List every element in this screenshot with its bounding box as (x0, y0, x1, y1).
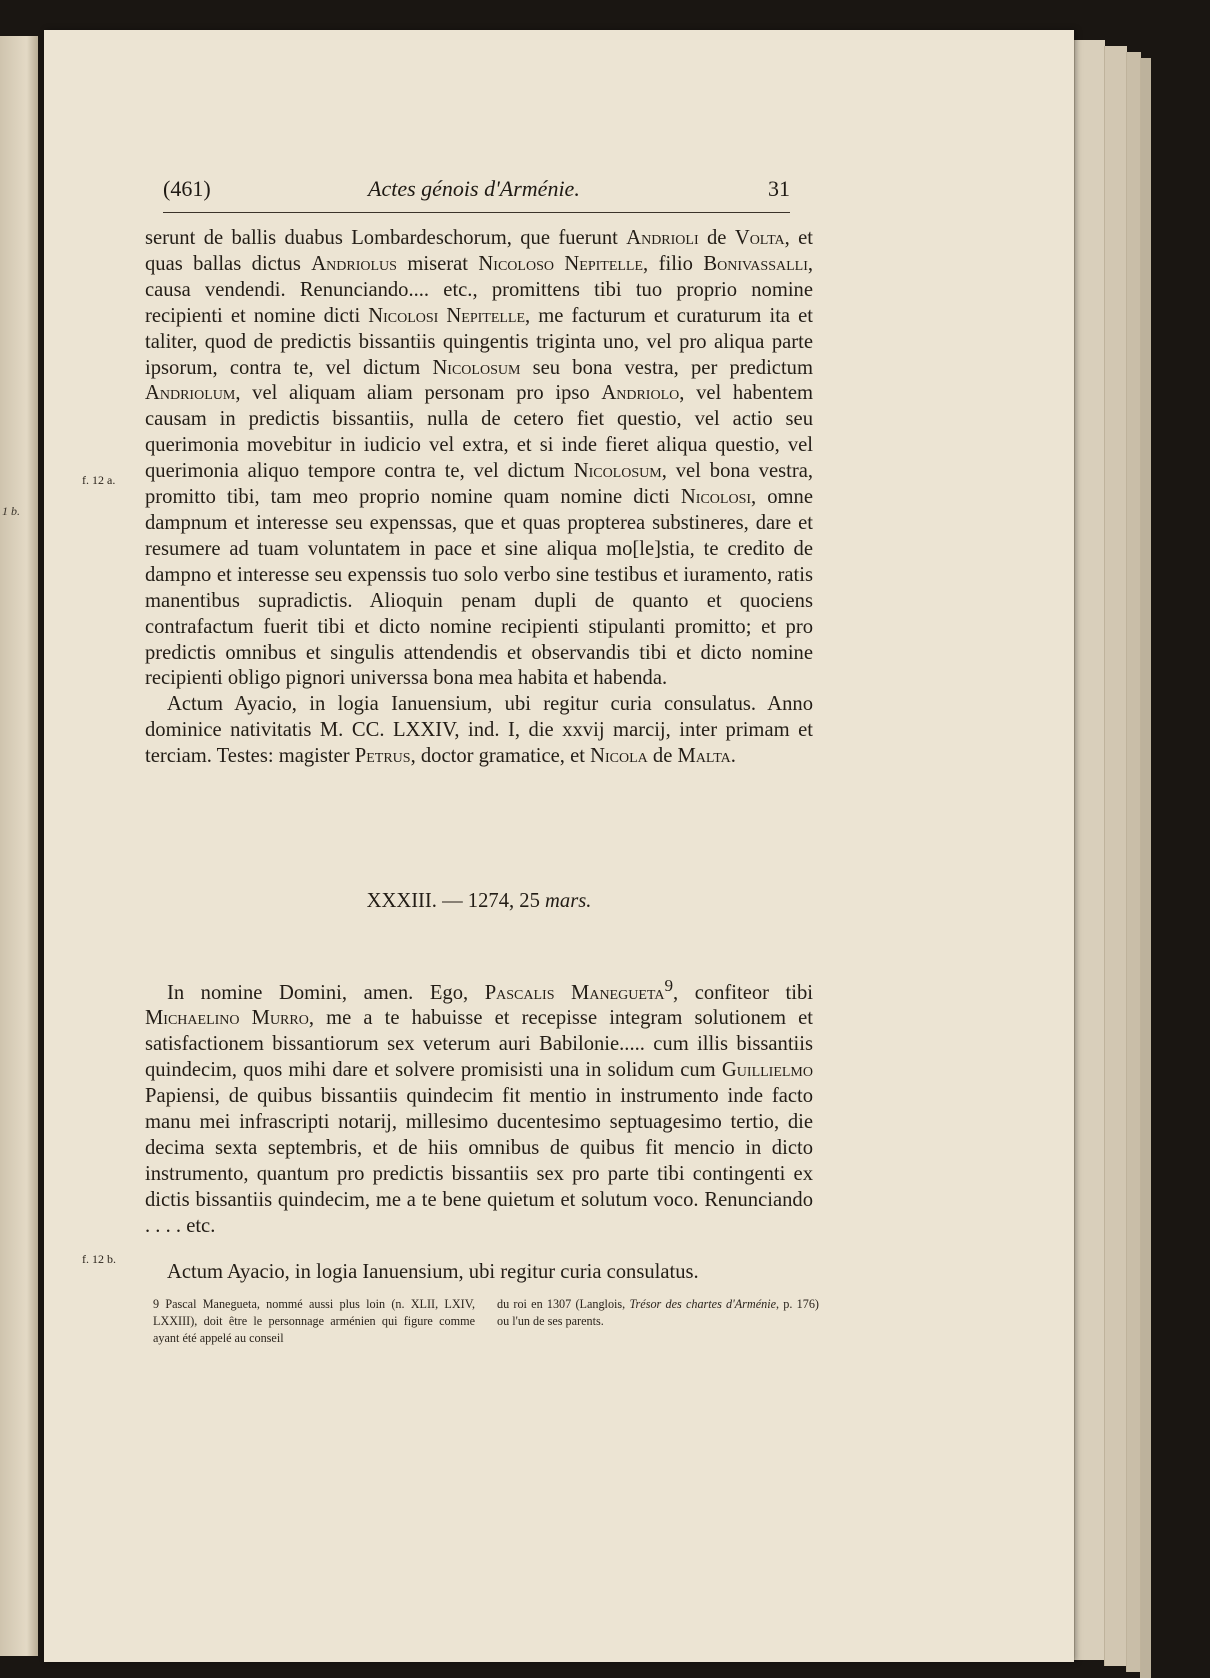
paragraph-2 (145, 692, 813, 770)
name-smallcaps: Nicoloso Nepitelle (478, 252, 644, 275)
text: , vel habentem causam in predictis bissantiis, nulla de cetero fiet questio, vel actio seu querimonia movebitur in iudicio vel extra, et si inde fieret aliqua questio, vel querimonia aliquo tempore contra te, vel dictum (145, 382, 813, 483)
text: , p. 176) ou l'un de ses parents. (497, 1297, 819, 1328)
text: Papiensi, de quibus bissantiis quindecim fit mentio in instrumento inde facto manu mei infrascripti notarij, millesimo ducentesimo septuagesimo tertio, die decima sexta septembris, et de hiis omnibus de quibus fit mencio in dicto instrumento, quantum pro predictis bissantiis sex pro parte tibi contingenti ex dictis bissantiis quindecim, me a te bene quietum et solutum voco. Renunciando . . . . etc. (145, 1085, 813, 1237)
text: , me facturum et curaturum ita et taliter, quod de predictis bissantiis quingentis triginta uno, vel pro aliqua parte ipsorum, contra te, vel dictum (145, 304, 813, 379)
text: du roi en 1307 (Langlois, (497, 1297, 630, 1311)
name-smallcaps: Michaelino Murro (145, 1007, 309, 1030)
name-smallcaps: Malta (677, 745, 731, 768)
text: In nomine Domini, amen. Ego, (167, 981, 485, 1004)
name-smallcaps: Volta (734, 227, 785, 249)
header-rule (163, 212, 790, 213)
text: , doctor gramatice, et (410, 745, 591, 768)
footnote-col-1: 9 Pascal Manegueta, nommé aussi plus loin (n. XLII, LXIV, LXXIII), doit être le personnage arménien qui figure comme ayant été appelé au conseil (153, 1297, 475, 1345)
margin-note-f12b: f. 12 b. (82, 1252, 116, 1266)
text: miserat (396, 252, 479, 275)
text: Actum Ayacio, in logia Ianuensium, ubi regitur curia consulatus. Anno dominice nativitatis M. CC. LXXIV, ind. I, die xxvij marcij, inter primam et terciam. Testes: magister (145, 693, 813, 768)
page-number-left: (461) (163, 176, 211, 201)
text: seu bona vestra, per predictum (520, 356, 813, 379)
text: de (647, 745, 678, 768)
document-body-2 (145, 952, 813, 1307)
text: , me a te habuisse et recepisse integram solutionem et satisfactionem bissantiorum sex veterum auri Babilonie..... cum illis bissantiis quindecim, quos mihi dare et solvere promisisti una in solidum cum (145, 1007, 813, 1082)
text: , omne dampnum et interesse seu expenssas, que et quas propterea substineres, dare et resumere ad tuam voluntatem in pace et sine aliqua mo[le]stia, te credito de dampno et interesse seu expenssis tuo solo verbo sine testibus et iuramento, ratis manentibus supradictis. Alioquin penam dupli de quanto et quociens contrafactum fuerit tibi et dicto nomine recipienti stipulanti promitto; et pro predictis omnibus et singulis attendendis et observandis tibi et dicto nomine recipienti obligo pignori universsa bona mea habita et habenda. (145, 486, 813, 690)
page-edge (1074, 40, 1105, 1660)
page-edge (1126, 52, 1141, 1672)
name-smallcaps: Andriolo (601, 382, 680, 405)
text: , vel aliquam aliam personam pro ipso (235, 382, 602, 405)
name-smallcaps: Andriolus (311, 252, 397, 275)
heading-number: XXXIII. — 1274, 25 (366, 890, 546, 912)
text: , confiteor tibi (673, 981, 814, 1004)
name-smallcaps: Nicolosi (680, 486, 752, 509)
name-smallcaps: Pascalis Manegueta (484, 981, 665, 1004)
left-page-edge (0, 36, 38, 1656)
book-title: Trésor des chartes d'Arménie (629, 1297, 777, 1311)
section-heading (145, 890, 813, 913)
running-title: Actes génois d'Arménie. (368, 176, 580, 201)
text: serunt de ballis duabus Lombardeschorum, que fuerunt (145, 227, 627, 249)
margin-note-f12a: f. 12 a. (82, 473, 116, 487)
paragraph-3 (145, 973, 813, 1240)
running-head (163, 176, 790, 210)
name-smallcaps: Guillielmo (721, 1059, 813, 1082)
paragraph-4: Actum Ayacio, in logia Ianuensium, ubi regitur curia consulatus. (167, 1261, 699, 1284)
text: , filio (643, 252, 704, 275)
text: . (730, 745, 736, 768)
name-smallcaps: Nicola (590, 745, 648, 768)
text: de (698, 227, 735, 249)
text: , et quas ballas dictus (145, 227, 814, 275)
page-edge (1140, 58, 1151, 1678)
paragraph-1 (145, 226, 813, 692)
left-margin-mark: 1 b. (2, 504, 20, 518)
name-smallcaps: Nicolosum (573, 460, 662, 483)
text: , causa vendendi. Renunciando.... etc., promittens tibi tuo proprio nomine recipienti et nomine dicti (145, 252, 814, 327)
footnote-ref: 9 (664, 975, 674, 995)
heading-month: mars. (545, 890, 592, 912)
page-number-right: 31 (768, 176, 790, 201)
page-edge (1104, 46, 1127, 1666)
name-smallcaps: Andrioli (626, 227, 699, 249)
name-smallcaps: Nicolosi Nepitelle (368, 304, 526, 327)
name-smallcaps: Andriolum (145, 382, 236, 405)
document-body (145, 226, 813, 770)
footnote-col-2 (497, 1296, 819, 1330)
name-smallcaps: Petrus (354, 745, 411, 768)
name-smallcaps: Nicolosum (432, 356, 521, 379)
text: , vel bona vestra, promitto tibi, tam meo proprio nomine quam nomine dicti (145, 460, 813, 509)
name-smallcaps: Bonivassalli (703, 252, 808, 275)
